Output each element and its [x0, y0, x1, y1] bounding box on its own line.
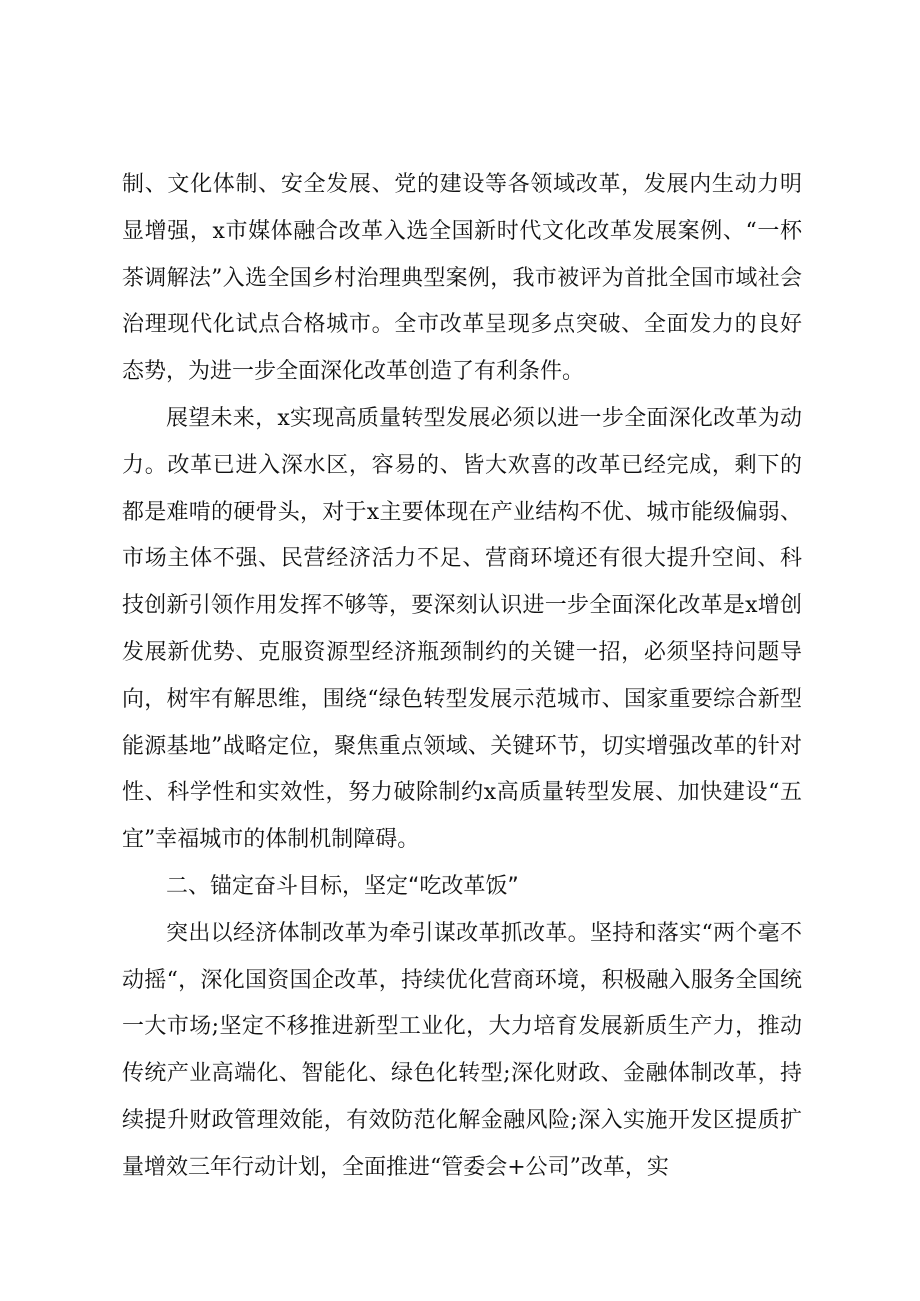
paragraph-continuation: 制、文化体制、安全发展、党的建设等各领域改革，发展内生动力明显增强，x市媒体融合改革入选全国新时代文化改革发展案例、“一杯茶调解法”入选全国乡村治理典型案例，我市被评为首批全国市域社会治理现代化试点合格城市。全市改革呈现多点突破、全面发力的良好态势，为进一步全面深化改革创造了有利条件。 [122, 172, 802, 385]
paragraph-economic-reform: 突出以经济体制改革为牵引谋改革抓改革。坚持和落实“两个毫不动摇“，深化国资国企改革，持续优化营商环境，积极融入服务全国统一大市场;坚定不移推进新型工业化，大力培育发展新质生产力，推动传统产业高端化、智能化、绿色化转型;深化财政、金融体制改革，持续提升财政管理效能，有效防范化解金融风险;深入实施开发区提质扩量增效三年行动计划，全面推进“管委会+公司”改革，实 [122, 920, 802, 1180]
document-body [122, 162, 802, 1192]
section-heading-2: 二、锚定奋斗目标，坚定“吃改革饭” [166, 873, 519, 899]
paragraph-outlook: 展望未来，x实现高质量转型发展必须以进一步全面深化改革为动力。改革已进入深水区，容易的、皆大欢喜的改革已经完成，剩下的都是难啃的硬骨头，对于x主要体现在产业结构不优、城市能级偏弱、市场主体不强、民营经济活力不足、营商环境还有很大提升空间、科技创新引领作用发挥不够等，要深刻认识进一步全面深化改革是x增创发展新优势、克服资源型经济瓶颈制约的关键一招，必须坚持问题导向，树牢有解思维，围绕“绿色转型发展示范城市、国家重要综合新型能源基地”战略定位，聚焦重点领域、关键环节，切实增强改革的针对性、科学性和实效性，努力破除制约x高质量转型发展、加快建设“五宜”幸福城市的体制机制障碍。 [122, 405, 802, 853]
